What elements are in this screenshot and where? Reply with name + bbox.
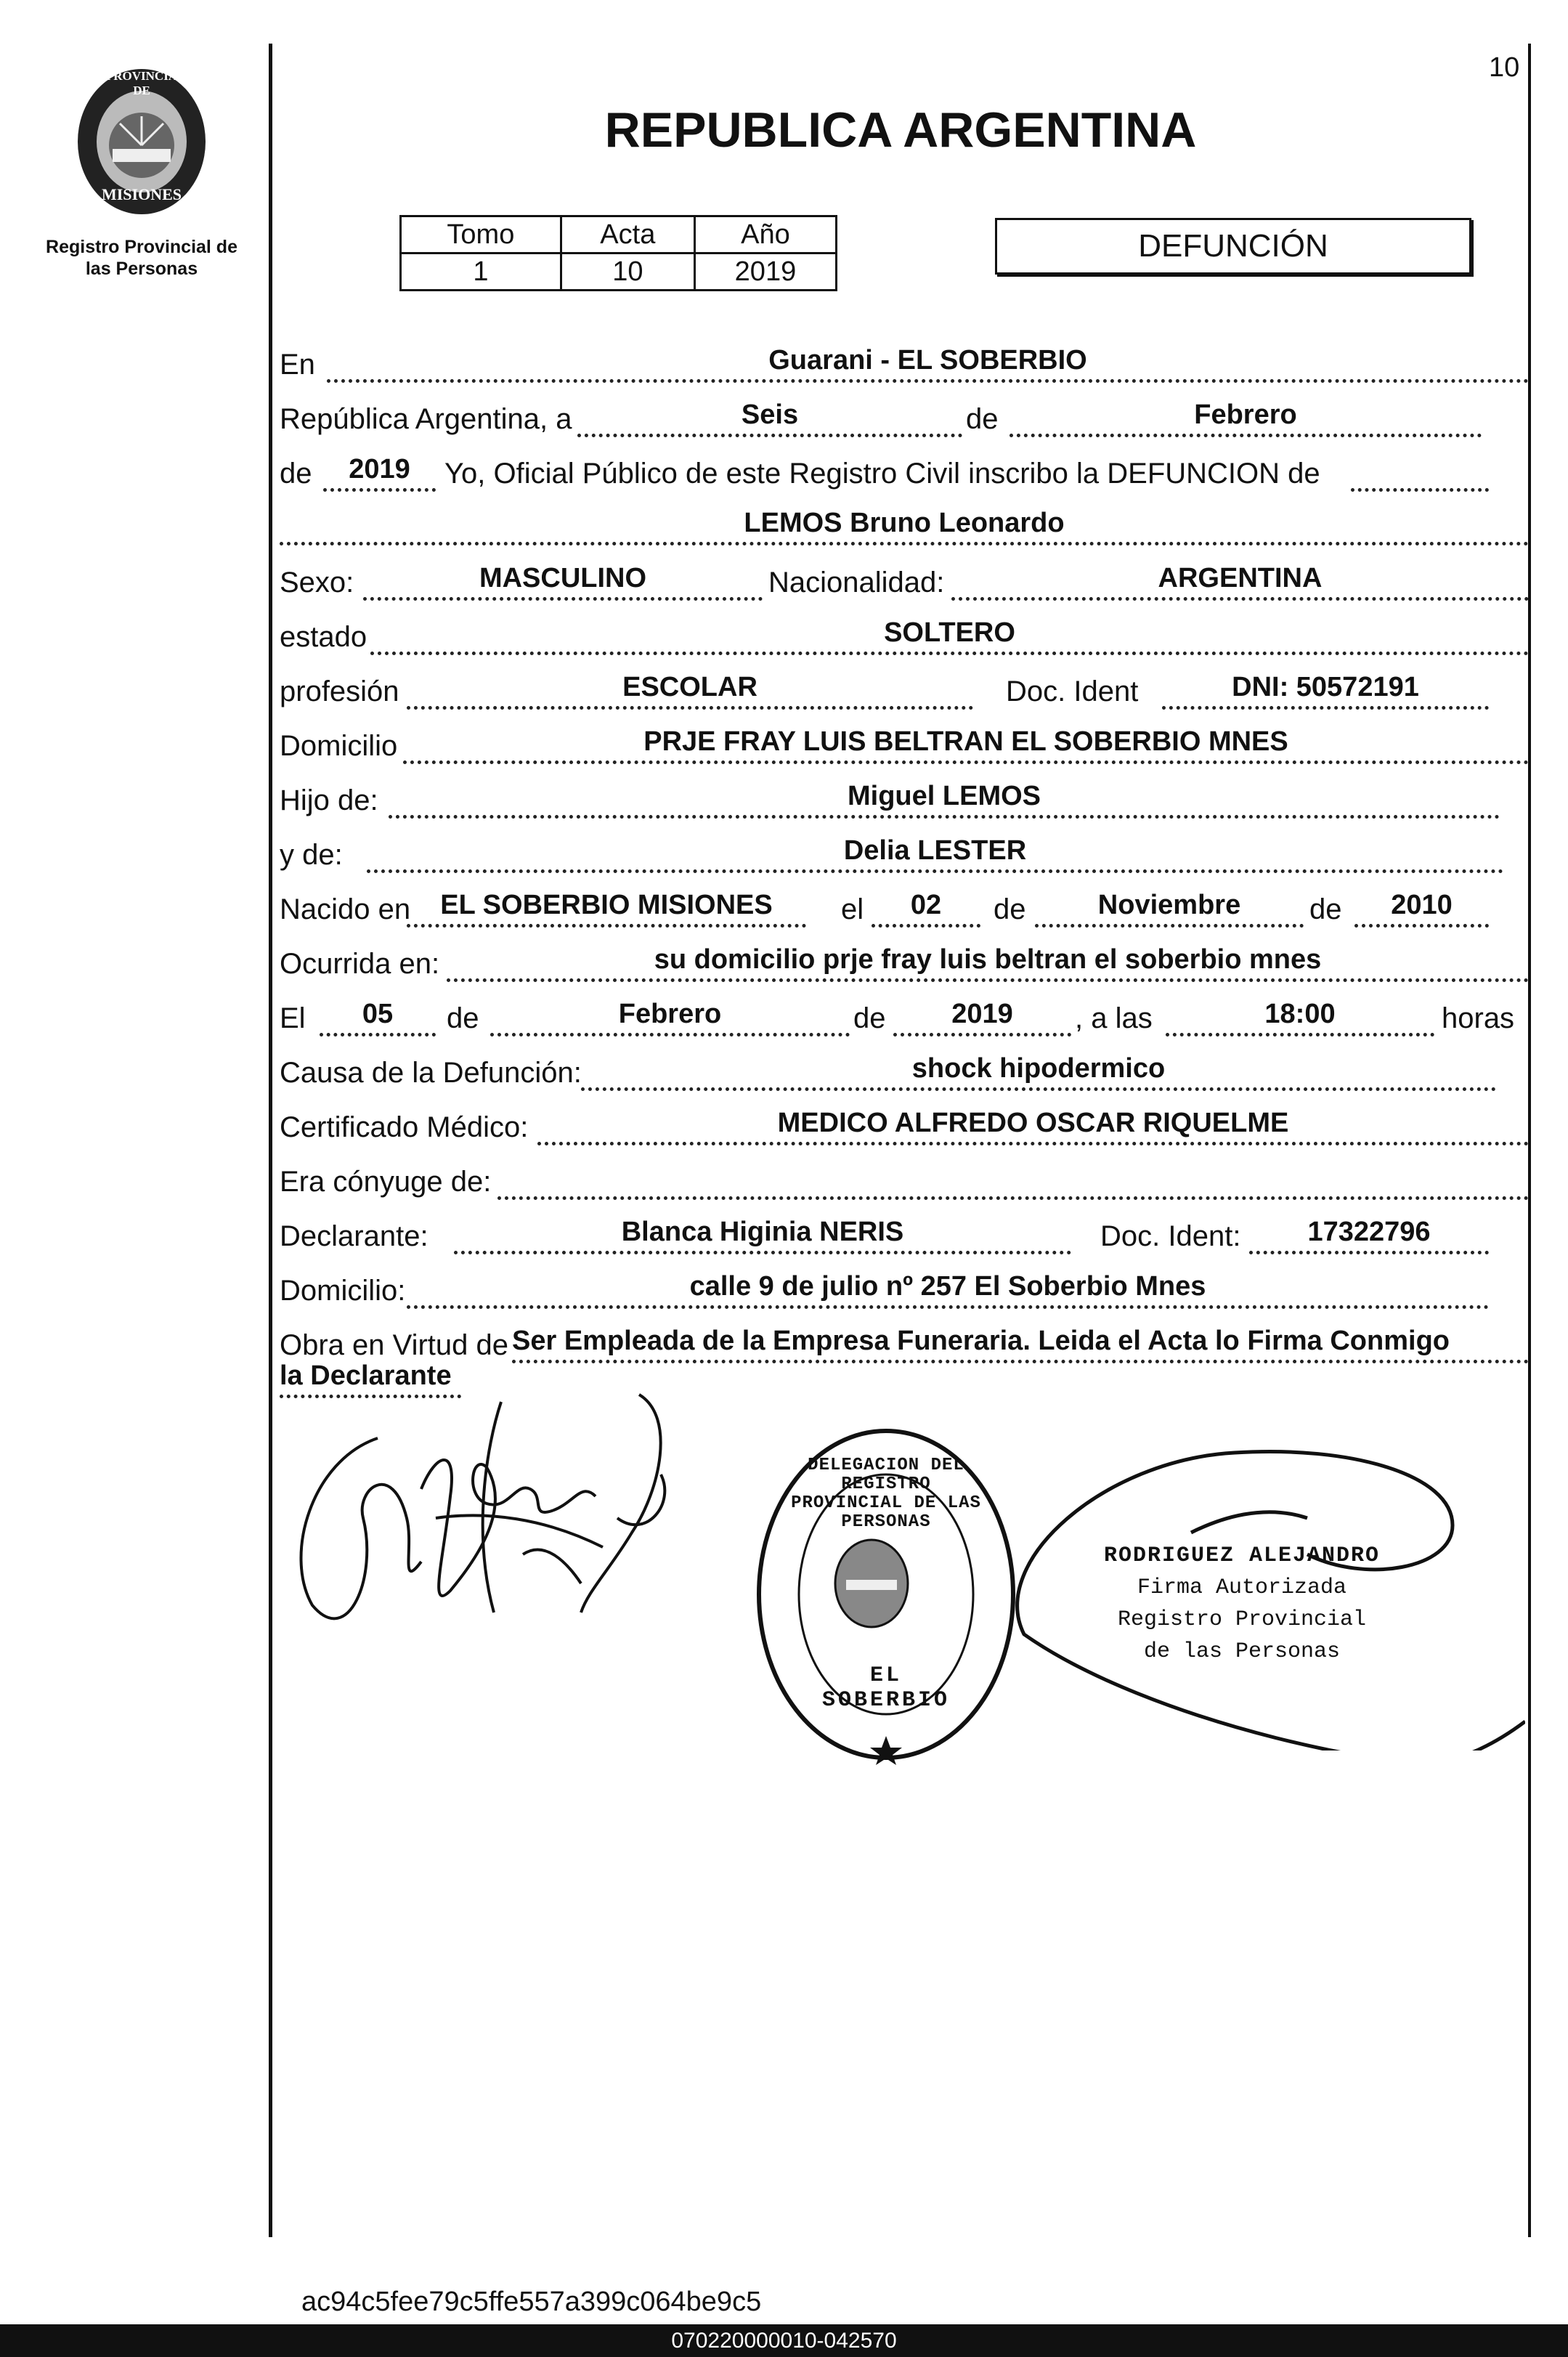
label-el: el bbox=[841, 893, 864, 925]
label-de: de bbox=[966, 403, 999, 435]
registry-seal bbox=[748, 1424, 1024, 1765]
table-header-tomo: Tomo bbox=[401, 216, 561, 253]
stamp-text bbox=[1053, 1540, 1431, 1668]
field-deceased-name: LEMOS Bruno Leonardo bbox=[280, 507, 1529, 545]
label-de: de bbox=[280, 458, 312, 490]
field-nacionalidad: ARGENTINA bbox=[951, 562, 1529, 601]
field-month: Febrero bbox=[1010, 399, 1482, 437]
field-profesion: ESCOLAR bbox=[407, 671, 973, 710]
label-causa: Causa de la Defunción: bbox=[280, 1057, 582, 1089]
stamp-line: Registro Provincial bbox=[1117, 1607, 1367, 1632]
field-day-words: Seis bbox=[577, 399, 962, 437]
label-estado: estado bbox=[280, 621, 367, 653]
table-cell-acta: 10 bbox=[561, 253, 694, 291]
statement-text: Yo, Oficial Público de este Registro Civil inscribo la DEFUNCION de bbox=[444, 458, 1320, 490]
official-stamp bbox=[1002, 1445, 1525, 1750]
page-number: 10 bbox=[1489, 52, 1520, 83]
field-hora: 18:00 bbox=[1166, 998, 1434, 1036]
seal-inner-text: EL SOBERBIO bbox=[821, 1663, 951, 1713]
logo-caption bbox=[29, 236, 254, 280]
label-en: En bbox=[280, 349, 315, 381]
label-domicilio: Domicilio bbox=[280, 730, 398, 762]
province-logo bbox=[69, 58, 214, 218]
field-madre: Delia LESTER bbox=[367, 835, 1503, 873]
stamp-line: Firma Autorizada bbox=[1137, 1575, 1347, 1600]
field-domicilio: PRJE FRAY LUIS BELTRAN EL SOBERBIO MNES bbox=[403, 726, 1529, 764]
label-decl-domicilio: Domicilio: bbox=[280, 1275, 406, 1307]
label-de: de bbox=[994, 893, 1026, 925]
logo-text-bottom: MISIONES bbox=[101, 185, 182, 203]
label-decl-doc: Doc. Ident: bbox=[1100, 1220, 1241, 1252]
field-muerte-dia: 05 bbox=[320, 998, 436, 1036]
field-certificado: MEDICO ALFREDO OSCAR RIQUELME bbox=[537, 1107, 1529, 1145]
field-nacido-dia: 02 bbox=[872, 889, 980, 928]
field-doc-ident: DNI: 50572191 bbox=[1162, 671, 1489, 710]
field-nacido-mes: Noviembre bbox=[1035, 889, 1304, 928]
table-cell-anio: 2019 bbox=[694, 253, 836, 291]
label-conyuge: Era cónyuge de: bbox=[280, 1166, 492, 1198]
field-causa: shock hipodermico bbox=[581, 1052, 1496, 1091]
field-declarante: Blanca Higinia NERIS bbox=[454, 1216, 1071, 1254]
left-border-line bbox=[269, 44, 272, 2237]
label-el: El bbox=[280, 1002, 306, 1034]
label-de: de bbox=[1309, 893, 1342, 925]
stamp-line: de las Personas bbox=[1143, 1639, 1341, 1664]
label-nacido-en: Nacido en bbox=[280, 893, 411, 925]
field-muerte-anio: 2019 bbox=[893, 998, 1071, 1036]
field-year: 2019 bbox=[323, 453, 436, 492]
field-place: Guarani - EL SOBERBIO bbox=[327, 344, 1529, 383]
label-profesion: profesión bbox=[280, 676, 399, 707]
logo-caption-line: Registro Provincial de bbox=[46, 237, 237, 257]
field-statement-blank bbox=[1351, 453, 1489, 492]
label-de: de bbox=[853, 1002, 886, 1034]
label-ocurrida-en: Ocurrida en: bbox=[280, 948, 440, 980]
label-de: de bbox=[447, 1002, 479, 1034]
field-padre: Miguel LEMOS bbox=[389, 780, 1500, 819]
seal-ring-text: DELEGACION DEL REGISTRO PROVINCIAL DE LAS PERSONAS bbox=[791, 1456, 981, 1532]
label-declarante: Declarante: bbox=[280, 1220, 428, 1252]
document-hash: ac94c5fee79c5ffe557a399c064be9c5 bbox=[301, 2287, 762, 2317]
field-sexo: MASCULINO bbox=[363, 562, 763, 601]
field-conyuge bbox=[497, 1161, 1529, 1200]
field-decl-domicilio: calle 9 de julio nº 257 El Soberbio Mnes bbox=[407, 1270, 1489, 1309]
field-muerte-mes: Febrero bbox=[490, 998, 850, 1036]
field-obra-line2: la Declarante bbox=[280, 1360, 461, 1398]
label-horas: horas bbox=[1442, 1002, 1515, 1034]
record-table bbox=[399, 215, 837, 291]
label-certificado: Certificado Médico: bbox=[280, 1111, 529, 1143]
page-title: REPUBLICA ARGENTINA bbox=[604, 102, 1197, 158]
table-header-acta: Acta bbox=[561, 216, 694, 253]
field-nacido-anio: 2010 bbox=[1354, 889, 1489, 928]
label-sexo: Sexo: bbox=[280, 567, 354, 599]
field-obra-line1: Ser Empleada de la Empresa Funeraria. Leida el Acta lo Firma Conmigo bbox=[512, 1325, 1529, 1363]
field-ocurrida: su domicilio prje fray luis beltran el soberbio mnes bbox=[447, 944, 1529, 982]
field-decl-doc: 17322796 bbox=[1249, 1216, 1489, 1254]
table-header-anio: Año bbox=[694, 216, 836, 253]
label-y-de: y de: bbox=[280, 839, 343, 871]
stamp-name: RODRIGUEZ ALEJANDRO bbox=[1103, 1543, 1381, 1568]
footer-code: 070220000010-042570 bbox=[0, 2324, 1568, 2357]
label-obra: Obra en Virtud de bbox=[280, 1329, 509, 1361]
label-a-las: , a las bbox=[1075, 1002, 1153, 1034]
logo-caption-line: las Personas bbox=[85, 259, 198, 279]
label-nacionalidad: Nacionalidad: bbox=[768, 567, 945, 599]
field-nacido-lugar: EL SOBERBIO MISIONES bbox=[407, 889, 806, 928]
label-doc-ident: Doc. Ident bbox=[1006, 676, 1139, 707]
declarant-signature bbox=[269, 1373, 704, 1663]
field-estado: SOLTERO bbox=[370, 617, 1529, 655]
label-republica: República Argentina, a bbox=[280, 403, 572, 435]
record-type-box: DEFUNCIÓN bbox=[995, 218, 1471, 275]
table-cell-tomo: 1 bbox=[401, 253, 561, 291]
label-hijo-de: Hijo de: bbox=[280, 784, 378, 816]
logo-text-top: PROVINCIA DE bbox=[105, 69, 178, 97]
